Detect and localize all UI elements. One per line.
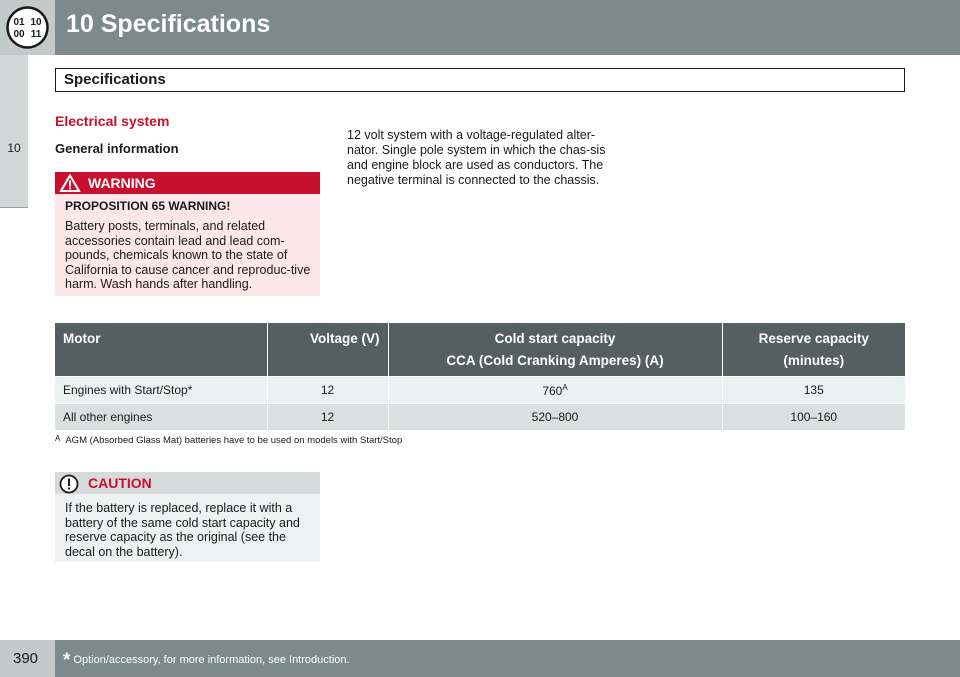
side-tab-number: 10 bbox=[7, 141, 21, 155]
cell-cca: 520–800 bbox=[388, 404, 722, 431]
page-number: 390 bbox=[13, 650, 39, 667]
warning-body: Battery posts, terminals, and related accessories contain lead and lead com-pounds, chemicals known to the state of California to cause cancer and reproduc-tive harm. Wash hands after handling. bbox=[65, 219, 311, 291]
warning-box bbox=[55, 172, 320, 296]
table-row bbox=[55, 404, 905, 431]
header-reserve-line1: Reserve capacity bbox=[758, 331, 869, 346]
section-title-box bbox=[55, 68, 905, 92]
header-cold-start-line1: Cold start capacity bbox=[494, 331, 616, 346]
badge-digit-2: 10 bbox=[30, 17, 42, 28]
section-title: Specifications bbox=[64, 71, 166, 88]
header-motor: Motor bbox=[55, 323, 267, 377]
chapter-title: 10 Specifications bbox=[66, 10, 271, 38]
header-cold-start-capacity bbox=[388, 323, 722, 377]
cell-motor: All other engines bbox=[55, 404, 267, 431]
cell-reserve: 135 bbox=[722, 377, 905, 404]
cca-footnote-marker: A bbox=[562, 382, 568, 392]
chapter-badge bbox=[0, 0, 55, 55]
general-information-heading: General information bbox=[55, 141, 179, 156]
header-reserve-line2: (minutes) bbox=[783, 353, 845, 368]
footer-note-text: Option/accessory, for more information, see Introduction. bbox=[73, 654, 350, 666]
caution-body: If the battery is replaced, replace it with a battery of the same cold start capacity and reserve capacity as the original (see the decal on the battery). bbox=[65, 501, 300, 559]
footnote-marker: A bbox=[55, 434, 61, 443]
cca-value: 760 bbox=[542, 383, 563, 398]
chapter-badge-icon bbox=[0, 0, 55, 55]
badge-digit-4: 11 bbox=[30, 29, 42, 40]
header-reserve-capacity bbox=[722, 323, 905, 377]
footer-star: * bbox=[63, 650, 71, 671]
table-row bbox=[55, 377, 905, 404]
cell-voltage: 12 bbox=[267, 377, 388, 404]
battery-spec-table bbox=[55, 323, 905, 430]
chapter-side-tab bbox=[0, 55, 28, 208]
footer-note bbox=[63, 650, 350, 672]
warning-triangle-icon bbox=[59, 173, 81, 193]
footnote-text: AGM (Absorbed Glass Mat) batteries have to be used on models with Start/Stop bbox=[65, 435, 403, 446]
table-header-row bbox=[55, 323, 905, 377]
intro-paragraph: 12 volt system with a voltage-regulated alter-nator. Single pole system in which the chas-sis and engine block are used as conductors. The negative terminal is connected to the chassis. bbox=[347, 128, 606, 187]
badge-digit-3: 00 bbox=[13, 29, 25, 40]
electrical-system-heading: Electrical system bbox=[55, 113, 170, 129]
warning-header bbox=[55, 172, 320, 194]
caution-exclamation-icon bbox=[59, 474, 79, 494]
table-footnote bbox=[55, 434, 402, 446]
cell-reserve: 100–160 bbox=[722, 404, 905, 431]
badge-digit-1: 01 bbox=[13, 17, 25, 28]
header-cold-start-line2: CCA (Cold Cranking Amperes) (A) bbox=[446, 353, 664, 368]
warning-subtitle: PROPOSITION 65 WARNING! bbox=[65, 199, 231, 213]
warning-label: WARNING bbox=[88, 175, 156, 191]
caution-label: CAUTION bbox=[88, 475, 152, 491]
header-voltage: Voltage (V) bbox=[267, 323, 388, 377]
caution-header bbox=[55, 472, 320, 494]
cell-cca bbox=[388, 377, 722, 404]
caution-box bbox=[55, 472, 320, 562]
cell-voltage: 12 bbox=[267, 404, 388, 431]
cell-motor: Engines with Start/Stop* bbox=[55, 377, 267, 404]
